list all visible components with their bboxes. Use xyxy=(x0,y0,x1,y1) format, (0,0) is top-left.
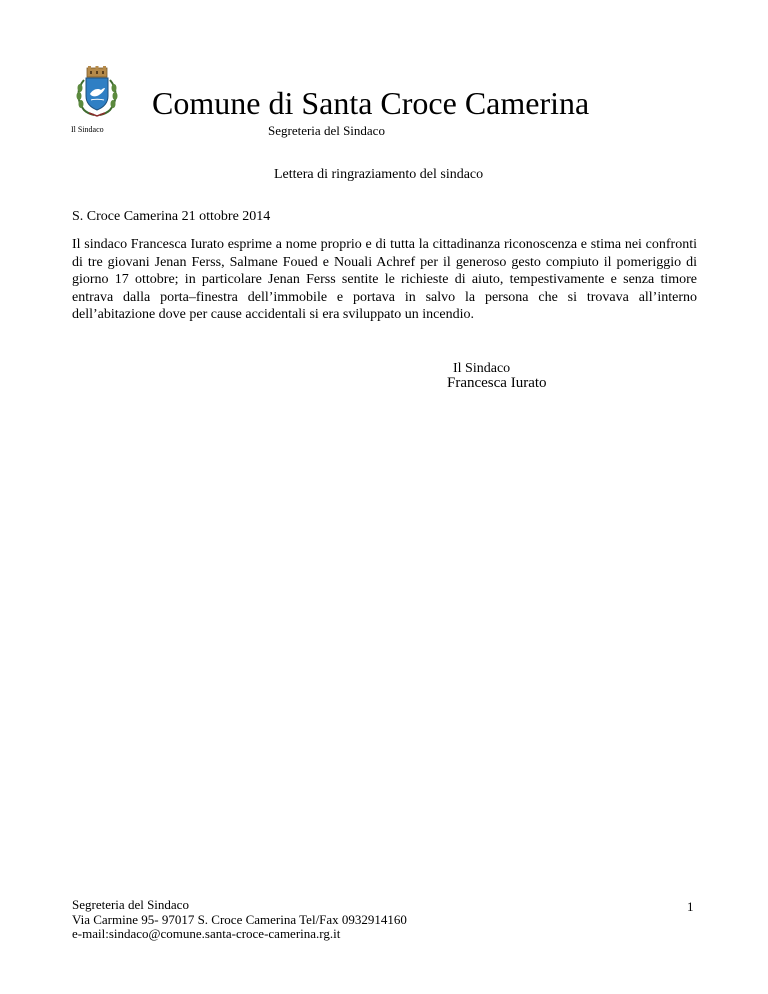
footer-email: e-mail:sindaco@comune.santa-croce-camerina.rg.it xyxy=(72,926,341,941)
signature-role: Il Sindaco xyxy=(453,361,511,376)
header-sindaco-label: Il Sindaco xyxy=(71,125,104,134)
letter-title: Lettera di ringraziamento del sindaco xyxy=(274,167,484,182)
municipal-crest-icon xyxy=(74,66,120,120)
footer-office: Segreteria del Sindaco xyxy=(72,897,189,912)
letter-body: Il sindaco Francesca Iurato esprime a nome proprio e di tutta la cittadinanza riconoscenza e stima nei confronti di tre giovani Jenan Ferss, Salmane Foued e Nouali Achref per il generoso gesto compiuto il pomeriggio di giorno 17 ottobre; in particolare Jenan Ferss sentite le richieste di aiuto, tempestivamente e senza timore entrava dalla porta–finestra dell’immobile e portava in salvo la persona che si trovava all’interno dell’abitazione dove per cause accidentali si era sviluppato un incendio. xyxy=(72,237,697,322)
header-subtitle: Segreteria del Sindaco xyxy=(268,123,385,138)
footer-address: Via Carmine 95- 97017 S. Croce Camerina Tel/Fax 0932914160 xyxy=(72,911,407,927)
page-number: 1 xyxy=(687,899,694,914)
footer xyxy=(72,898,407,942)
signature-name: Francesca Iurato xyxy=(447,375,547,391)
page-title: Comune di Santa Croce Camerina xyxy=(152,85,590,121)
letter-date: S. Croce Camerina 21 ottobre 2014 xyxy=(72,209,271,224)
